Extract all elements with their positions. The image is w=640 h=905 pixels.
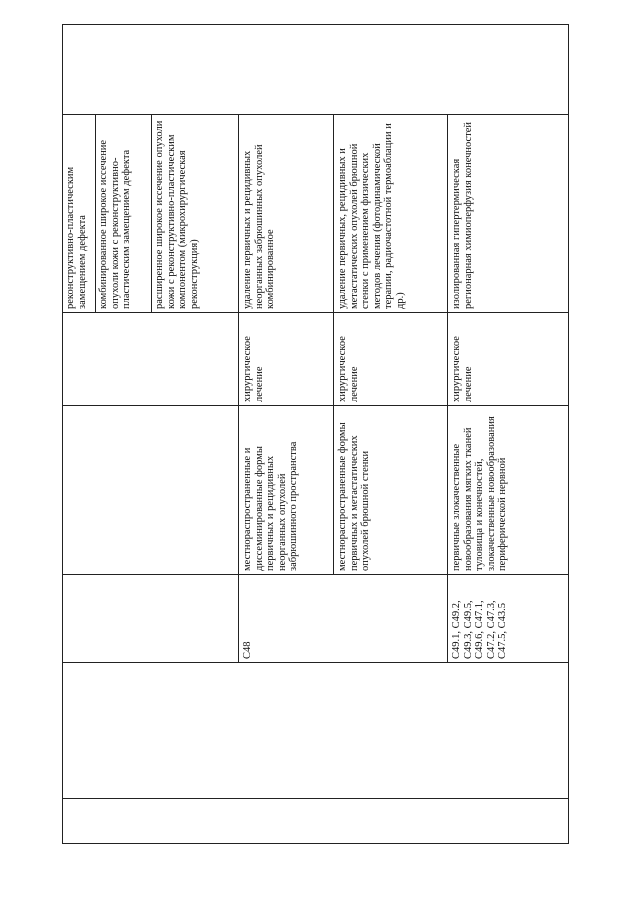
- separator-method-1: [95, 114, 96, 313]
- frame-left: [62, 24, 63, 844]
- code-text: C49.1, C49.2, C49.3, C49.5, C49.6, C47.1, C47.2, C47.3, C47.5, C43.5: [451, 600, 509, 659]
- treatment-type-text: хирургическое лечение: [337, 336, 360, 402]
- method-text: реконструктивно-пластическим замещением дефекта: [65, 166, 88, 309]
- method-text: расширенное широкое иссечение опухоли кожи с реконструктивно-пластическим компонентом (микрохирургическая реконструкция): [154, 120, 200, 309]
- separator-method-2: [151, 114, 152, 313]
- method-text: удаление первичных и рецидивных неорганных забрюшинных опухолей комбинированное: [242, 144, 277, 309]
- boundary-diagnosis: [62, 405, 569, 406]
- frame-right: [568, 24, 569, 844]
- method-text: комбинированное широкое иссечение опухоли кожи с реконструктивно-пластическим замещением дефекта: [98, 139, 133, 309]
- diagnosis-text: местнораспространенные и диссеминированные формы первичных и рецидивных неорганных опухолей забрюшинного пространства: [242, 441, 300, 571]
- treatment-type-text: хирургическое лечение: [451, 336, 474, 402]
- row-separator-2: [447, 114, 448, 663]
- row-separator-1: [238, 114, 239, 663]
- boundary-type: [62, 312, 569, 313]
- diagnosis-text: местнораспространенные формы первичных и метастатических опухолей брюшной стенки: [337, 422, 372, 571]
- boundary-methods: [62, 114, 569, 115]
- boundary-left: [62, 662, 569, 663]
- method-text: удаление первичных, рецидивных и метастатических опухолей брюшной стенки с применением физических методов лечения (фотодинамической терапии, радиочастотной термоаблации и др.): [337, 123, 406, 309]
- code-text: C48: [242, 641, 253, 659]
- boundary-bottom: [62, 798, 569, 799]
- separator-c48-a: [333, 114, 334, 575]
- method-text: изолированная гипертермическая регионарная химиоперфузия конечностей: [451, 121, 474, 309]
- diagnosis-text: первичные злокачественные новообразования мягких тканей туловища и конечностей, злокачественные новообразования периферической нервной: [451, 416, 509, 571]
- frame-bottom: [62, 843, 569, 844]
- treatment-type-text: хирургическое лечение: [242, 336, 265, 402]
- frame-top: [62, 24, 569, 25]
